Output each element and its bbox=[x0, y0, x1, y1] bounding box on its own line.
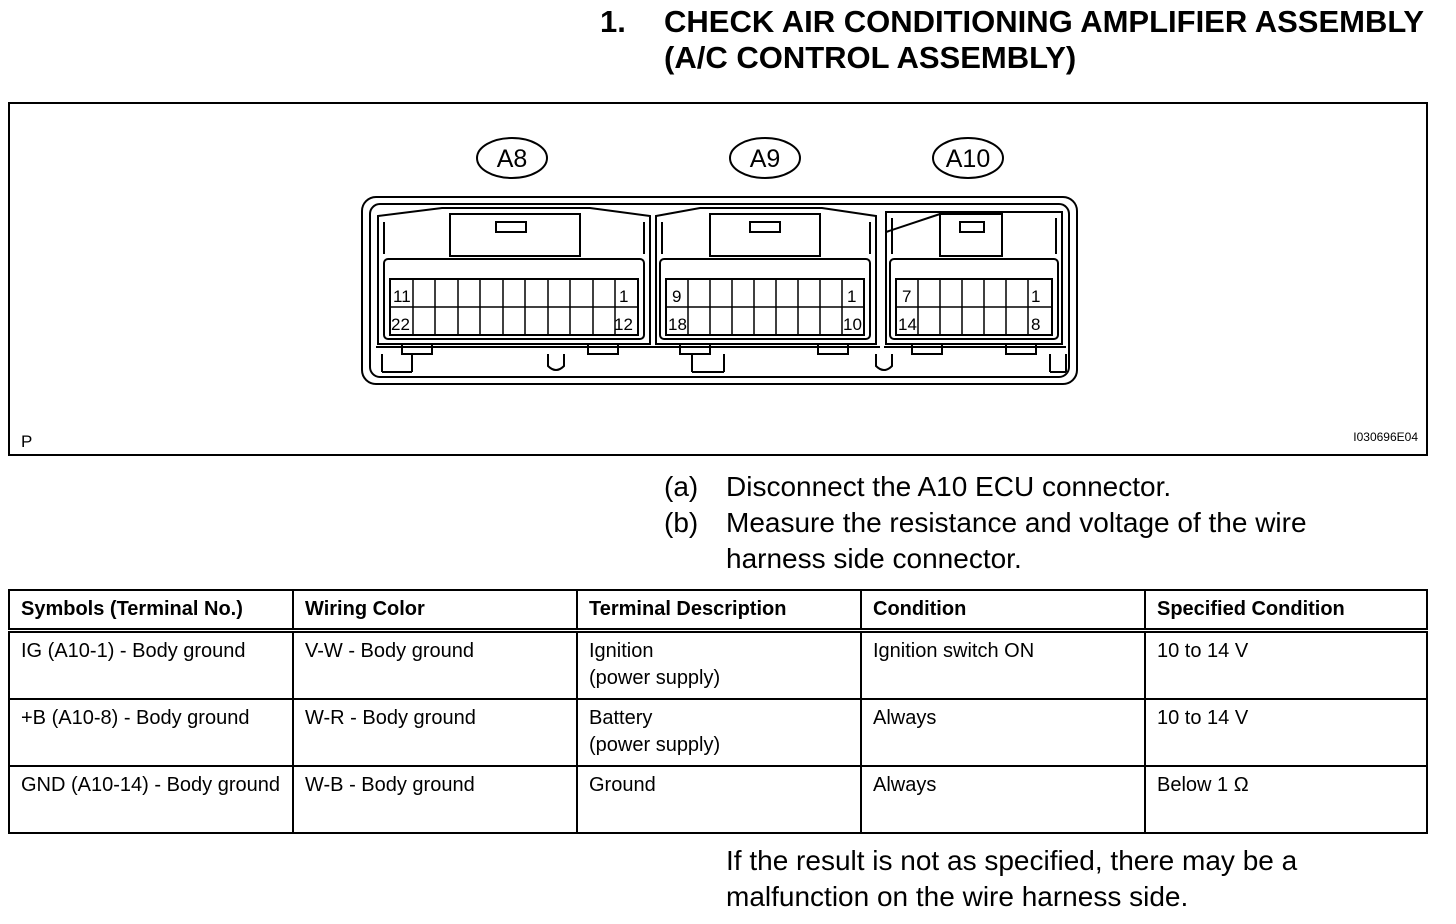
header-condition: Condition bbox=[861, 590, 1145, 631]
figure-corner-mark: P bbox=[21, 432, 33, 451]
a8-pin-12: 12 bbox=[614, 315, 633, 334]
a8-pin-11: 11 bbox=[393, 287, 411, 306]
cell-description-line1: Battery bbox=[589, 707, 653, 729]
step-title-line2: (A/C CONTROL ASSEMBLY) bbox=[664, 40, 1077, 75]
connector-figure bbox=[8, 102, 1428, 456]
figure-image-id: I030696E04 bbox=[1353, 430, 1418, 444]
cell-wiring-color: W-B - Body ground bbox=[293, 766, 577, 833]
cell-spec: 10 to 14 V bbox=[1145, 699, 1427, 766]
cell-description bbox=[577, 766, 861, 833]
instruction-b-text: Measure the resistance and voltage of the wire harness side connector. bbox=[726, 507, 1307, 574]
a10-pin-7: 7 bbox=[902, 287, 912, 306]
cell-spec: Below 1 Ω bbox=[1145, 766, 1427, 833]
table-row bbox=[9, 766, 1427, 833]
table-header-row bbox=[9, 590, 1427, 631]
a8-connector bbox=[376, 208, 654, 372]
a9-label: A9 bbox=[749, 145, 781, 173]
instruction-a-text: Disconnect the A10 ECU connector. bbox=[726, 471, 1172, 502]
a8-label: A8 bbox=[496, 145, 528, 173]
step-title-line1: CHECK AIR CONDITIONING AMPLIFIER ASSEMBLY bbox=[664, 4, 1425, 39]
cell-description-line1: Ignition bbox=[589, 640, 654, 662]
header-specified-condition: Specified Condition bbox=[1145, 590, 1427, 631]
table-row bbox=[9, 699, 1427, 766]
cell-symbol: IG (A10-1) - Body ground bbox=[9, 631, 293, 700]
table-row bbox=[9, 631, 1427, 700]
cell-description-line2: (power supply) bbox=[589, 667, 721, 689]
cell-description bbox=[577, 631, 861, 700]
cell-wiring-color: V-W - Body ground bbox=[293, 631, 577, 700]
spec-table bbox=[8, 589, 1428, 834]
a10-label: A10 bbox=[945, 145, 991, 173]
cell-symbol: +B (A10-8) - Body ground bbox=[9, 699, 293, 766]
cell-symbol: GND (A10-14) - Body ground bbox=[9, 766, 293, 833]
step-number: 1. bbox=[600, 4, 626, 39]
a9-pin-18: 18 bbox=[668, 315, 687, 334]
cell-condition: Ignition switch ON bbox=[861, 631, 1145, 700]
connector-diagram bbox=[10, 104, 1426, 454]
instruction-a-label: (a) bbox=[664, 471, 699, 502]
a8-pin-22: 22 bbox=[391, 315, 410, 334]
cell-description-line2: (power supply) bbox=[589, 734, 721, 756]
a8-pin-1: 1 bbox=[619, 287, 629, 306]
cell-description bbox=[577, 699, 861, 766]
instruction-b-label: (b) bbox=[664, 507, 699, 538]
ecu-housing-inner bbox=[370, 204, 1069, 377]
cell-spec: 10 to 14 V bbox=[1145, 631, 1427, 700]
cell-condition: Always bbox=[861, 766, 1145, 833]
cell-wiring-color: W-R - Body ground bbox=[293, 699, 577, 766]
a10-pin-8: 8 bbox=[1031, 315, 1041, 334]
a10-pin-14: 14 bbox=[898, 315, 917, 334]
cell-condition: Always bbox=[861, 699, 1145, 766]
a9-pin-9: 9 bbox=[672, 287, 682, 306]
result-note: If the result is not as specified, there may be a malfunction on the wire harness side. bbox=[726, 845, 1298, 912]
a9-pin-1: 1 bbox=[847, 287, 857, 306]
header-terminal-description: Terminal Description bbox=[577, 590, 861, 631]
header-wiring-color: Wiring Color bbox=[293, 590, 577, 631]
a10-pin-1: 1 bbox=[1031, 287, 1041, 306]
header-symbols: Symbols (Terminal No.) bbox=[9, 590, 293, 631]
step-title bbox=[664, 4, 1444, 76]
cell-description-line1: Ground bbox=[589, 774, 656, 796]
a9-pin-10: 10 bbox=[843, 315, 862, 334]
ecu-housing bbox=[362, 197, 1077, 384]
